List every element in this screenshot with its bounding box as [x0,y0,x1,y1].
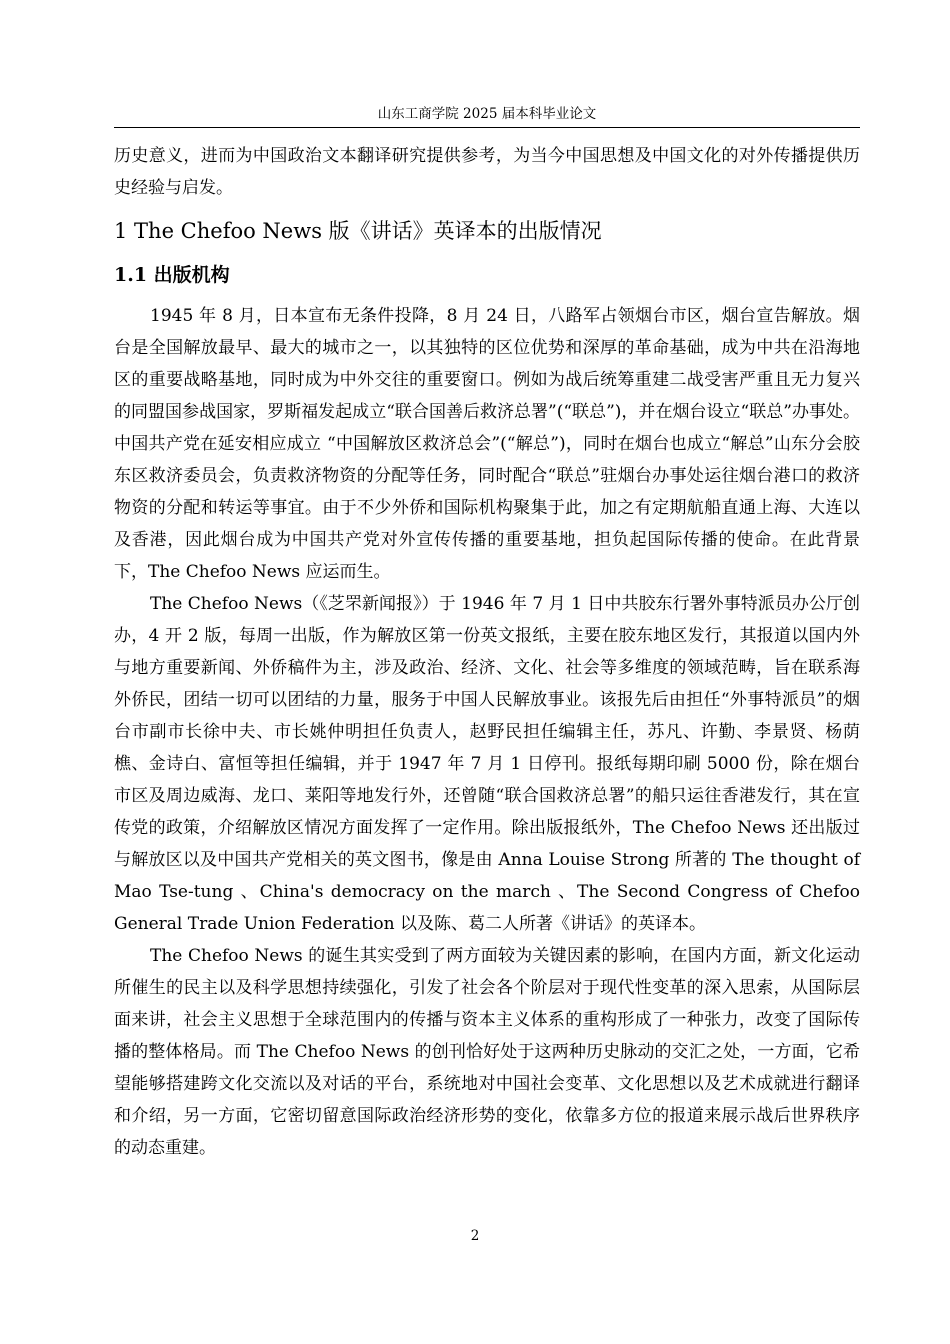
header-rule [114,127,860,128]
running-header: 山东工商学院 2025 届本科毕业论文 [377,106,597,122]
paragraph-2: The Chefoo News（《芝罘新闻报》）于 1946 年 7 月 1 日中共胶东行署外事特派员办公厅创办，4 开 2 版，每周一出版，作为解放区第一份英文报纸，主要在胶东地区发行，其报道以国内外与地方重要新闻、外侨稿件为主，涉及政治、经济、文化、社会等多维度的领域范畴，旨在联系海外侨民，团结一切可以团结的力量，服务于中国人民解放事业。该报先后由担任“外事特派员”的烟台市副市长徐中夫、市长姚仲明担任负责人，赵野民担任编辑主任，苏凡、许勤、李景贤、杨荫樵、金诗白、富恒等担任编辑，并于 1947 年 7 月 1 日停刊。报纸每期印刷 5000 份，除在烟台市区及周边威海、龙口、莱阳等地发行外，还曾随“联合国救济总署”的船只运往香港发行，其在宣传党的政策，介绍解放区情况方面发挥了一定作用。除出版报纸外，The Chefoo News 还出版过与解放区以及中国共产党相关的英文图书，像是由 Anna Louise Strong 所著的 The thought of Mao Tse-tung 、China's democracy on the march 、The Second Congress of Chefoo General Trade Union Federation 以及陈、葛二人所著《讲话》的英译本。 [114,594,860,934]
paragraph-continuation: 历史意义，进而为中国政治文本翻译研究提供参考，为当今中国思想及中国文化的对外传播提供历史经验与启发。 [114,146,860,198]
page-number: 2 [470,1228,480,1244]
section-title: 1 The Chefoo News 版《讲话》英译本的出版情况 [114,219,602,243]
page-body [114,140,860,1164]
paragraph-3: The Chefoo News 的诞生其实受到了两方面较为关键因素的影响，在国内方面，新文化运动所催生的民主以及科学思想持续强化，引发了社会各个阶层对于现代性变革的深入思索，从国际层面来讲，社会主义思想于全球范围内的传播与资本主义体系的重构形成了一种张力，改变了国际传播的整体格局。而 The Chefoo News 的创刊恰好处于这两种历史脉动的交汇之处，一方面，它希望能够搭建跨文化交流以及对话的平台，系统地对中国社会变革、文化思想以及艺术成就进行翻译和介绍，另一方面，它密切留意国际政治经济形势的变化，依靠多方位的报道来展示战后世界秩序的动态重建。 [114,946,860,1158]
subsection-title: 1.1 出版机构 [114,264,230,286]
paragraph-1: 1945 年 8 月，日本宣布无条件投降，8 月 24 日，八路军占领烟台市区，烟台宣告解放。烟台是全国解放最早、最大的城市之一，以其独特的区位优势和深厚的革命基础，成为中共在沿海地区的重要战略基地，同时成为中外交往的重要窗口。例如为战后统筹重建二战受害严重且无力复兴的同盟国参战国家，罗斯福发起成立“联合国善后救济总署”(“联总”)，并在烟台设立“联总”办事处。中国共产党在延安相应成立 “中国解放区救济总会”(“解总”)，同时在烟台也成立“解总”山东分会胶东区救济委员会，负责救济物资的分配等任务，同时配合“联总”驻烟台办事处运往烟台港口的救济物资的分配和转运等事宜。由于不少外侨和国际机构聚集于此，加之有定期航船直通上海、大连以及香港，因此烟台成为中国共产党对外宣传传播的重要基地，担负起国际传播的使命。在此背景下，The Chefoo News 应运而生。 [114,306,860,582]
